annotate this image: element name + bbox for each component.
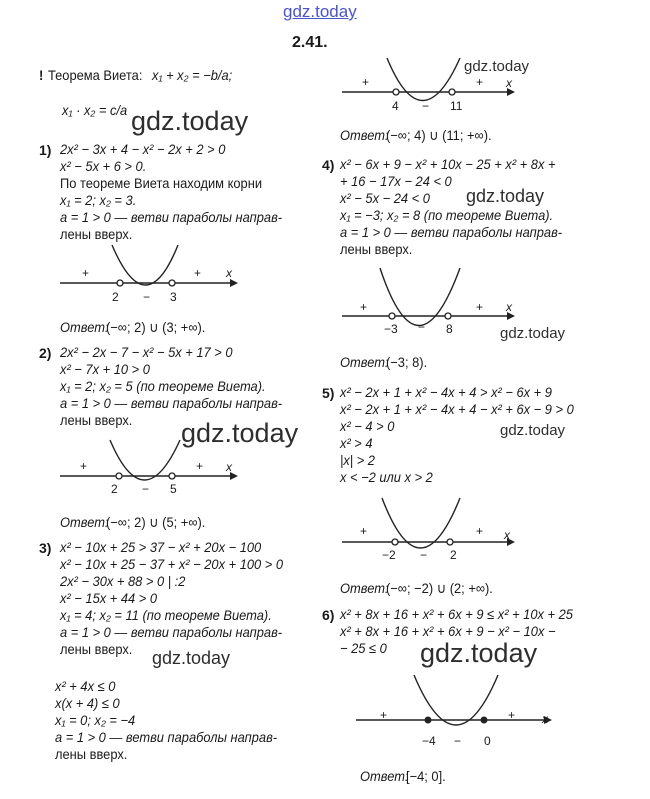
part-4-sign-chart (342, 268, 522, 338)
part-3-line: x₁ = 4; x₂ = 11 (по теореме Виета). (60, 607, 272, 623)
part-5-root-1: −2 (382, 548, 396, 562)
part-3-line: лены вверх. (60, 641, 133, 657)
part-3-sign-left: + (362, 75, 370, 89)
part-4-sign-mid: − (418, 320, 426, 334)
part-2-answer-label: Ответ: (60, 514, 109, 530)
part-3b-line: a = 1 > 0 — ветви параболы направ- (55, 729, 278, 745)
problem-number: 2.41. (292, 34, 328, 51)
part-2-root-1: 2 (111, 482, 118, 496)
part-4-root-1: −3 (384, 322, 398, 336)
part-1-sign-mid: − (143, 290, 151, 304)
part-5-axis-label: x (504, 528, 510, 542)
part-4-line: x² − 6x + 9 − x² + 10x − 25 + x² + 8x + (340, 156, 556, 172)
part-2-line: лены вверх. (60, 412, 133, 428)
part-2-sign-left: + (80, 459, 88, 473)
part-6-answer-label: Ответ: (360, 768, 409, 784)
part-4-line: a = 1 > 0 — ветви параболы направ- (340, 224, 563, 240)
part-3-line: x² − 15x + 44 > 0 (60, 590, 158, 606)
part-2-answer: (−∞; 2) ∪ (5; +∞). (106, 514, 206, 530)
part-1-sign-left: + (82, 266, 90, 280)
part-5-sign-mid: − (420, 548, 428, 562)
part-2-axis-label: x (226, 460, 232, 474)
part-1-root-2: 3 (170, 290, 177, 304)
part-1-sign-right: + (194, 266, 202, 280)
part-2-label: 2) (39, 345, 52, 361)
part-5-answer-label: Ответ: (340, 580, 389, 596)
vieta-product: x₁ · x₂ = c/a (62, 102, 128, 118)
part-4-sign-left: + (360, 300, 368, 314)
part-5-sign-left: + (360, 524, 368, 538)
part-6-answer: [−4; 0]. (406, 768, 446, 784)
part-3b-lines (55, 678, 277, 763)
part-3-lines (60, 539, 283, 658)
part-5-root-2: 2 (450, 548, 457, 562)
part-5-sign-right: + (476, 524, 484, 538)
part-5-line: x² − 2x + 1 + x² − 4x + 4 > x² − 6x + 9 (340, 384, 552, 400)
vieta-mark: ! (39, 67, 44, 83)
part-3-line: a = 1 > 0 — ветви параболы направ- (60, 624, 283, 640)
watermark: gdz.today (152, 648, 231, 668)
part-4-line: + 16 − 17x − 24 < 0 (340, 173, 452, 189)
part-5-line: x² − 2x + 1 + x² − 4x + 4 − x² + 6x − 9 > 0 (340, 401, 574, 417)
part-6-axis-label: x (542, 712, 548, 726)
part-6-root-1: −4 (422, 734, 436, 748)
part-5-line: |x| > 2 (340, 452, 375, 468)
part-6-label: 6) (322, 607, 335, 623)
part-4-answer: (−3; 8). (386, 354, 428, 370)
part-6-sign-mid: − (454, 734, 462, 748)
part-6-sign-left: + (380, 708, 388, 722)
part-4-line: лены вверх. (340, 241, 413, 257)
part-4-label: 4) (322, 157, 335, 173)
watermark: gdz.today (131, 106, 249, 136)
part-1-answer-label: Ответ: (60, 319, 109, 335)
part-3-line: x² − 10x + 25 > 37 − x² + 20x − 100 (60, 539, 262, 555)
watermark: gdz.today (500, 422, 566, 439)
part-4-sign-right: + (476, 300, 484, 314)
vieta-sum: x₁ + x₂ = −b/a; (152, 67, 233, 83)
part-3-line: x² − 10x + 25 − 37 + x² − 20x + 100 > 0 (60, 556, 284, 572)
part-3-answer-label: Ответ: (340, 127, 389, 143)
part-5-sign-chart (342, 498, 522, 558)
part-6-line: x² + 8x + 16 + x² + 6x + 9 ≤ x² + 10x + 25 (340, 606, 573, 622)
part-1-root-1: 2 (112, 290, 119, 304)
part-2-root-2: 5 (170, 482, 177, 496)
part-4-line: x² − 5x − 24 < 0 (340, 190, 430, 206)
part-2-line: x₁ = 2; x₂ = 5 (по теореме Виета). (60, 378, 266, 394)
part-3b-line: x₁ = 0; x₂ = −4 (55, 712, 136, 728)
part-4-lines (340, 156, 562, 258)
part-2-lines (60, 344, 282, 429)
part-3-answer: (−∞; 4) ∪ (11; +∞). (386, 127, 492, 143)
part-4-answer-label: Ответ: (340, 354, 389, 370)
watermark: gdz.today (500, 325, 566, 342)
part-3-line: 2x² − 30x + 88 > 0 | :2 (60, 573, 186, 589)
part-3-root-2: 11 (450, 99, 463, 113)
part-5-line: x < −2 или x > 2 (340, 469, 433, 485)
part-3b-line: x² + 4x ≤ 0 (55, 678, 116, 694)
part-4-root-2: 8 (446, 322, 453, 336)
part-1-line: x² − 5x + 6 > 0. (60, 158, 147, 174)
part-1-label: 1) (39, 142, 52, 158)
part-5-answer: (−∞; −2) ∪ (2; +∞). (386, 580, 493, 596)
part-3-sign-mid: − (422, 99, 430, 113)
watermark: gdz.today (420, 638, 538, 668)
part-1-line: лены вверх. (60, 226, 133, 242)
part-1-line: a = 1 > 0 — ветви параболы направ- (60, 209, 283, 225)
part-6-root-2: 0 (484, 734, 491, 748)
part-6-line: − 25 ≤ 0 (340, 640, 387, 656)
part-2-line: x² − 7x + 10 > 0 (60, 361, 150, 377)
part-3b-line: x(x + 4) ≤ 0 (55, 695, 120, 711)
watermark: gdz.today (464, 58, 530, 75)
part-5-line: x² − 4 > 0 (340, 418, 395, 434)
part-2-line: a = 1 > 0 — ветви параболы направ- (60, 395, 283, 411)
part-3b-line: лены вверх. (55, 746, 128, 762)
part-1-axis-label: x (226, 266, 232, 280)
part-3-root-1: 4 (392, 99, 399, 113)
part-4-line: x₁ = −3; x₂ = 8 (по теореме Виета). (340, 207, 554, 223)
part-1-line: 2x² − 3x + 4 − x² − 2x + 2 > 0 (60, 141, 226, 157)
watermark-top[interactable]: gdz.today (283, 2, 357, 21)
part-5-line: x² > 4 (340, 435, 373, 451)
part-1-lines (60, 141, 282, 243)
part-6-line: x² + 8x + 16 + x² + 6x + 9 − x² − 10x − (340, 623, 556, 639)
part-1-answer: (−∞; 2) ∪ (3; +∞). (106, 319, 206, 335)
part-3-label: 3) (39, 540, 52, 556)
vieta-title: Теорема Виета: (48, 67, 143, 83)
part-1-line: x₁ = 2; x₂ = 3. (60, 192, 137, 208)
part-5-label: 5) (322, 385, 335, 401)
part-6-sign-right: + (508, 708, 516, 722)
part-2-line: 2x² − 2x − 7 − x² − 5x + 17 > 0 (60, 344, 233, 360)
part-4-axis-label: x (506, 300, 512, 314)
part-2-sign-mid: − (142, 482, 150, 496)
part-3-sign-right: + (476, 75, 484, 89)
watermark: gdz.today (466, 186, 545, 206)
part-2-sign-right: + (196, 459, 204, 473)
watermark: gdz.today (181, 418, 299, 448)
part-1-line: По теореме Виета находим корни (60, 175, 263, 191)
part-3-axis-label: x (506, 76, 512, 90)
